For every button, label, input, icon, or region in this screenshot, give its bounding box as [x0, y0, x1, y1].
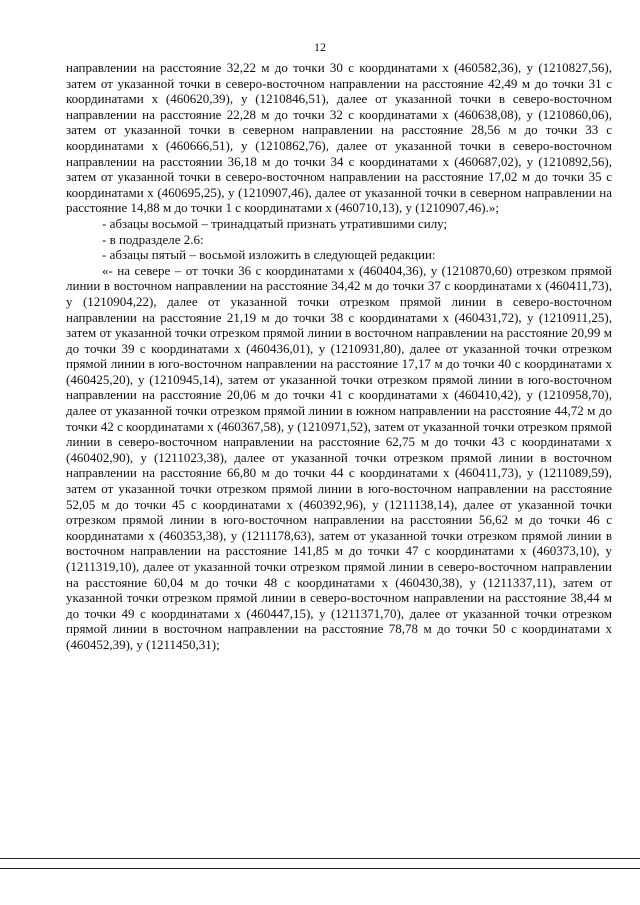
paragraph-subsection: - в подразделе 2.6: [102, 231, 204, 247]
document-body [66, 60, 612, 653]
paragraph-amendment: - абзацы пятый – восьмой изложить в следующей редакции: [102, 247, 436, 263]
paragraph-boundary-north: «- на севере – от точки 36 с координатами x (460404,36), y (1210870,60) отрезком прямой линии в восточном направлении на расстояние 34,42 м до точки 37 с координатами x (460411,73), y (1210904,22), далее от указанной точки отрезком прямой линии в северо-восточном направлении на расстояние 21,19 м до точки 38 с координатами x (460431,72), y (1210911,25), затем от указанной точки отрезком прямой линии в восточном направлении на расстояние 20,99 м до точки 39 с координатами x (460436,01), y (1210931,80), далее от указанной точки отрезком прямой линии в юго-восточном направлении на расстояние 17,17 м до точки 40 с координатами x (460425,20), y (1210945,14), затем от указанной точки отрезком прямой линии в юго-восточном направлении на расстояние 20,06 м до точки 41 с координатами x (460410,42), y (1210958,70), далее от указанной точки отрезком прямой линии в южном направлении на расстояние 44,72 м до точки 42 с координатами x (460367,58), y (1210971,52), затем от указанной точки отрезком прямой линии в северо-восточном направлении на расстояние 62,75 м до точки 43 с координатами x (460402,90), y (1211023,38), далее от указанной точки отрезком прямой линии в восточном направлении на расстояние 66,80 м до точки 44 с координатами x (460411,73), y (1211089,59), затем от указанной точки отрезком прямой линии в юго-восточном направлении на расстояние 52,05 м до точки 45 с координатами x (460392,96), y (1211138,14), далее от указанной точки отрезком прямой линии в юго-восточном направлении на расстоянии 56,62 м до точки 46 с координатами x (460353,38), y (1211178,63), затем от указанной точки отрезком прямой линии в восточном направлении на расстояние 141,85 м до точки 47 с координатами x (460373,10), y (1211319,10), далее от указанной точки отрезком прямой линии в северо-восточном направлении на расстояние 60,04 м до точки 48 с координатами x (460430,38), y (1211337,11), затем от указанной точки отрезком прямой линии в северо-восточном направлении на расстояние 38,44 м до точки 49 с координатами x (460447,15), y (1211371,70), далее от указанной точки отрезком прямой линии в восточном направлении на расстояние 78,78 м до точки 50 с координатами x (460452,39), y (1211450,31); [66, 262, 612, 652]
bottom-rule [0, 858, 640, 859]
paragraph-continuation: направлении на расстояние 32,22 м до точки 30 с координатами x (460582,36), y (1210827,56), затем от указанной точки в северо-восточном направлении на расстояние 42,49 м до точки 31 с координатами x (460620,39), y (1210846,51), далее от указанной точки в северо-восточном направлении на расстояние 22,28 м до точки 32 с координатами x (460638,08), y (1210860,06), затем от указанной точки в северном направлении на расстояние 28,56 м до точки 33 с координатами x (460666,51), y (1210862,76), далее от указанной точки в северо-восточном направлении на расстоянии 36,18 м до точки 34 с координатами x (460687,02), y (1210892,56), затем от указанной точки в северо-восточном направлении на расстояние 17,02 м до точки 35 с координатами x (460695,25), y (1210907,46), далее от указанной точки в северном направлении на расстояние 14,88 м до точки 1 с координатами x (460710,13), y (1210907,46).»; [66, 60, 612, 216]
bottom-rule-secondary [0, 868, 640, 869]
paragraph-repeal: - абзацы восьмой – тринадцатый признать утратившими силу; [102, 215, 448, 231]
page-number: 12 [314, 40, 326, 54]
